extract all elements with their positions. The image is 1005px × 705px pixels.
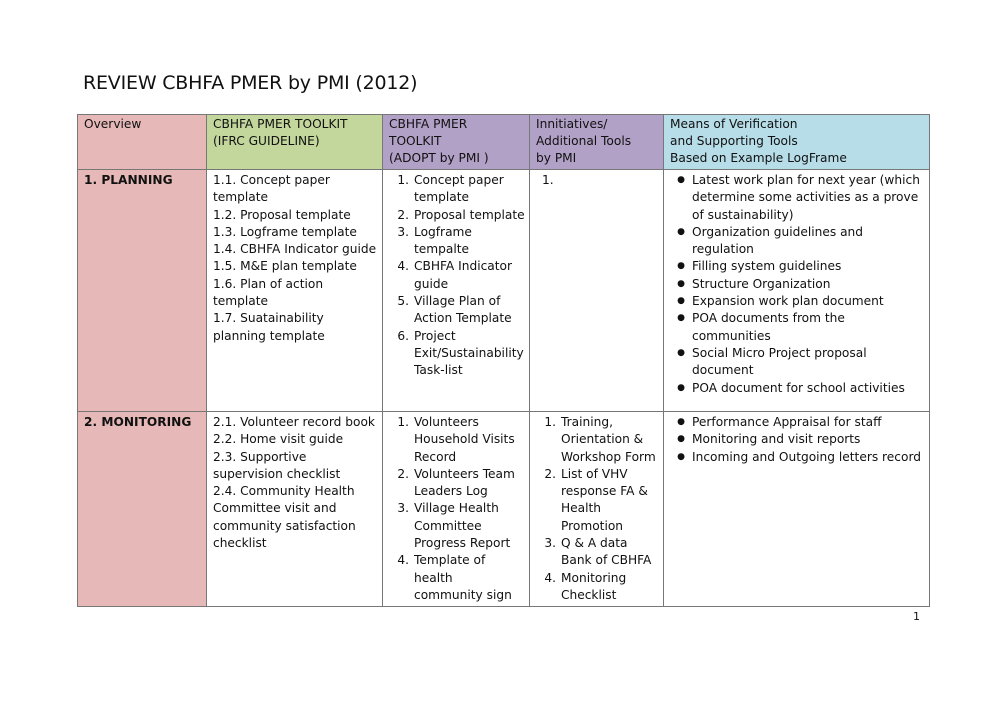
bullet-icon: ●: [677, 382, 685, 393]
adopt-toolkit-cell: [383, 170, 530, 412]
list-item: 4. Monitoring Checklist: [544, 570, 627, 602]
bullet-icon: ●: [677, 296, 685, 307]
list-item: 1. Concept paper template: [397, 173, 504, 205]
list-item: 3. Q & A data Bank of CBHFA: [544, 536, 652, 568]
list-item: 2.1. Volunteer record book: [213, 415, 375, 429]
row-label-planning: 1. PLANNING: [78, 170, 207, 412]
list-item: 1.3. Logframe template: [213, 224, 357, 239]
header-line: Means of Verification: [670, 117, 798, 131]
bullet-icon: ●: [677, 261, 685, 272]
header-line: (ADOPT by PMI ): [389, 151, 489, 165]
ifrc-toolkit-cell: [207, 170, 383, 412]
ifrc-toolkit-cell: [207, 412, 383, 607]
list-item: 4. Template of health community sign: [397, 553, 512, 602]
bullet-item: ● Social Micro Project proposal document: [670, 345, 925, 380]
header-adopt-toolkit: [383, 115, 530, 170]
bullet-item: ● Organization guidelines and regulation: [670, 224, 925, 259]
table-row-planning: [78, 170, 930, 412]
header-line: by PMI: [536, 151, 577, 165]
list-item: 5. Village Plan of Action Template: [397, 294, 512, 326]
review-table: [77, 114, 930, 607]
header-line: Additional Tools: [536, 134, 632, 148]
list-item: 2. List of VHV response FA & Health Promotion: [544, 466, 648, 533]
bullet-item: ● Latest work plan for next year (which determine some activities as a prove of sustainability): [670, 172, 925, 224]
list-item: 1. Volunteers Household Visits Record: [397, 415, 515, 464]
bullet-icon: ●: [677, 347, 685, 358]
bullet-icon: ●: [677, 313, 685, 324]
list-item: 2.3. Supportive supervision checklist: [213, 449, 341, 481]
bullet-icon: ●: [677, 226, 685, 237]
initiatives-cell: [530, 412, 664, 607]
table-header-row: [78, 115, 930, 170]
bullet-item: ● Monitoring and visit reports: [670, 431, 925, 448]
header-line: and Supporting Tools: [670, 134, 798, 148]
header-initiatives: [530, 115, 664, 170]
list-item: 3. Logframe tempalte: [397, 224, 472, 257]
list-item: 2.2. Home visit guide: [213, 432, 344, 447]
list-item: 3. Village Health Committee Progress Report: [397, 501, 511, 551]
bullet-item: ● Performance Appraisal for staff: [670, 414, 925, 431]
bullet-item: ● POA documents from the communities: [670, 310, 925, 345]
page-number: 1: [913, 610, 920, 623]
list-item: 1.: [542, 173, 554, 187]
list-item: 1.6. Plan of action template: [213, 276, 324, 309]
table-row-monitoring: [78, 412, 930, 607]
header-overview: Overview: [78, 115, 207, 170]
bullet-item: ● Expansion work plan document: [670, 293, 925, 310]
list-item: 1.4. CBHFA Indicator guide 1.5. M&E plan template: [213, 242, 377, 274]
list-item: 1. Training, Orientation & Workshop Form: [544, 415, 656, 464]
list-item: 6. Project Exit/Sustainability Task-list: [397, 328, 524, 378]
list-item: 1.7. Suatainability planning template: [213, 311, 325, 343]
row-label-monitoring: 2. MONITORING: [78, 412, 207, 607]
bullet-icon: ●: [677, 175, 685, 185]
header-line: Innitiatives/: [536, 117, 608, 131]
header-line: CBHFA PMER TOOLKIT: [213, 117, 348, 131]
adopt-toolkit-cell: [383, 412, 530, 607]
document-title: REVIEW CBHFA PMER by PMI (2012): [83, 72, 418, 94]
header-ifrc-toolkit: [207, 115, 383, 170]
initiatives-cell: [530, 170, 664, 412]
list-item: 2. Volunteers Team Leaders Log: [397, 466, 515, 499]
header-line: (IFRC GUIDELINE): [213, 134, 320, 148]
bullet-item: ● Filling system guidelines: [670, 258, 925, 275]
list-item: 2. Proposal template: [397, 207, 525, 222]
bullet-item: ● Incoming and Outgoing letters record: [670, 449, 925, 466]
bullet-icon: ●: [677, 451, 685, 462]
header-line: Based on Example LogFrame: [670, 151, 847, 165]
bullet-icon: ●: [677, 278, 685, 289]
header-line: TOOLKIT: [389, 134, 442, 148]
means-of-verification-cell: [664, 170, 930, 412]
means-of-verification-cell: [664, 412, 930, 607]
list-item: 4. CBHFA Indicator guide: [397, 259, 512, 291]
bullet-item: ● Structure Organization: [670, 276, 925, 293]
bullet-item: ● POA document for school activities: [670, 380, 925, 397]
bullet-icon: ●: [677, 417, 685, 427]
list-item: 1.1. Concept paper template: [213, 173, 330, 205]
header-line: CBHFA PMER: [389, 117, 468, 131]
list-item: 1.2. Proposal template: [213, 207, 351, 222]
bullet-icon: ●: [677, 434, 685, 445]
header-means-of-verification: [664, 115, 930, 170]
list-item: 2.4. Community Health Committee visit and community satisfaction checklist: [213, 484, 356, 551]
